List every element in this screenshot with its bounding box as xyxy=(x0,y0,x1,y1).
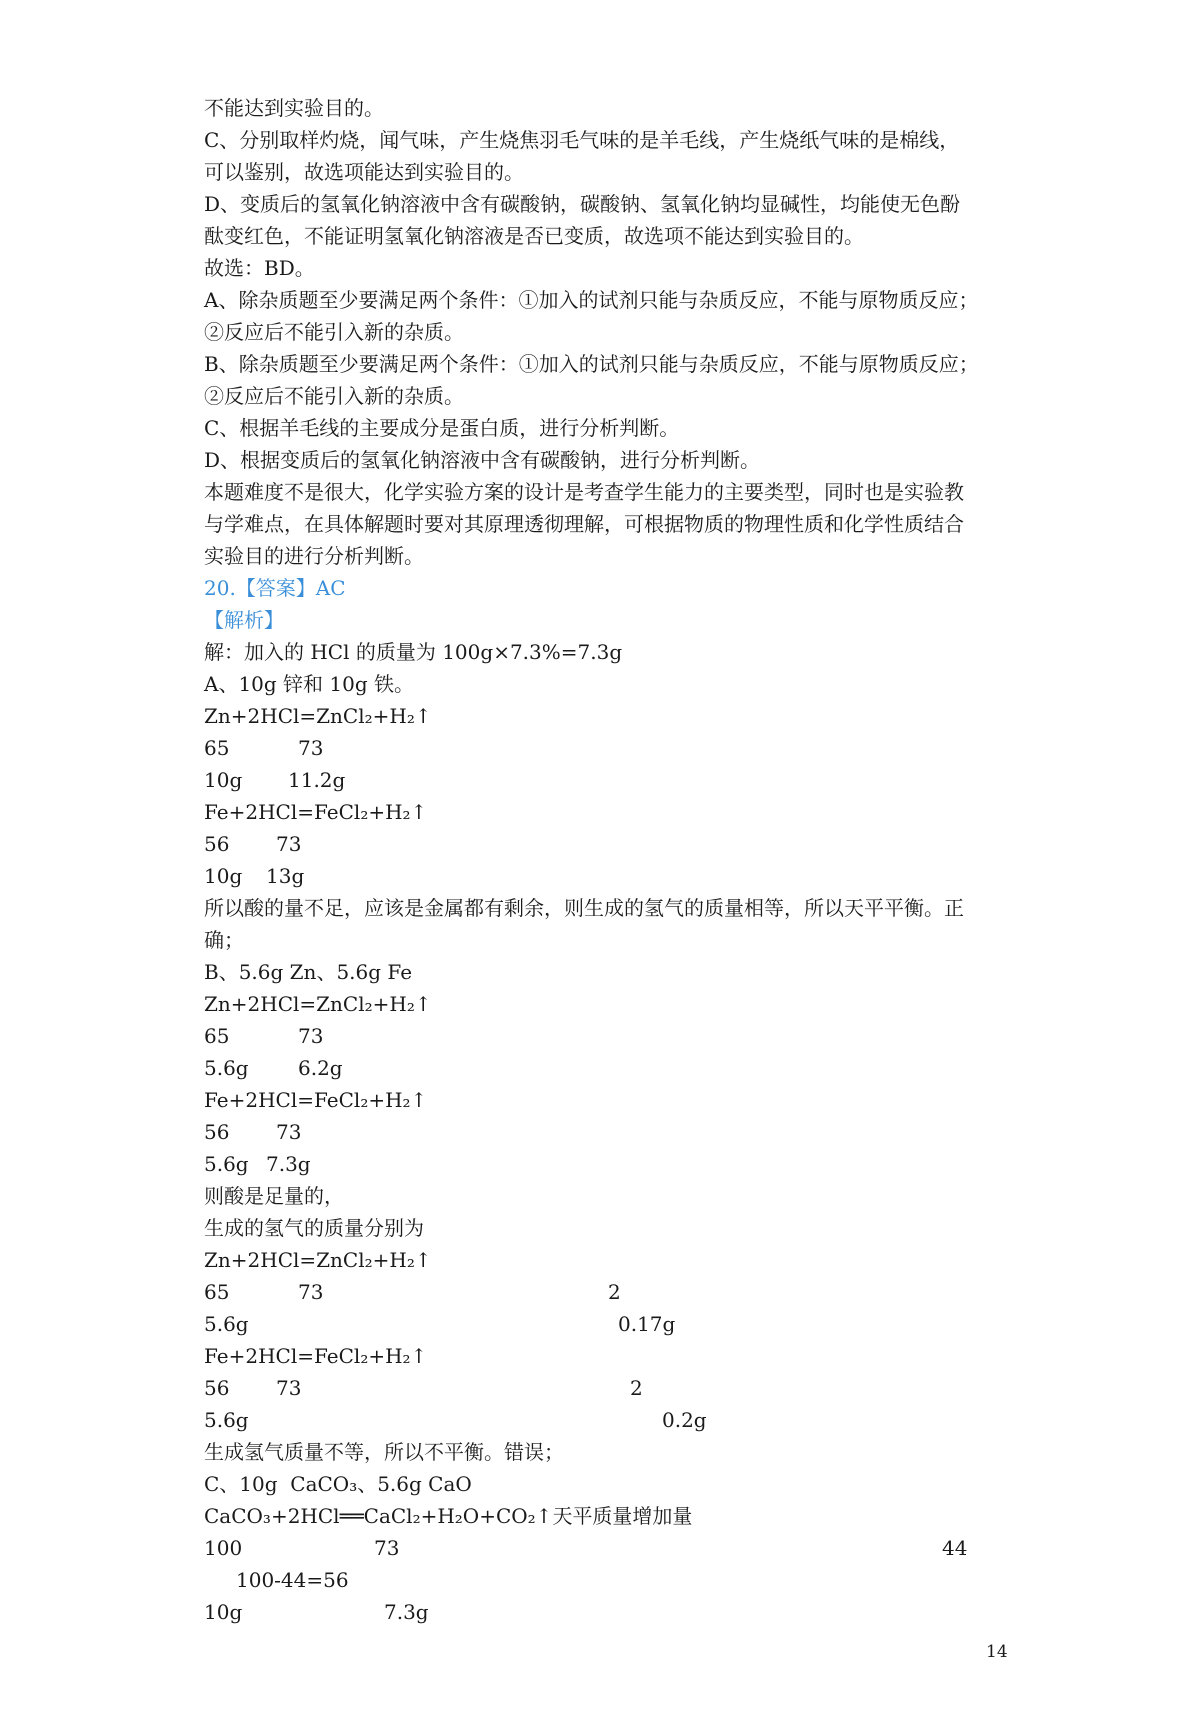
calc-value: 2 xyxy=(608,1280,621,1304)
calc-value: 5.6g xyxy=(204,1152,249,1176)
equation-line: CaCO₃+2HCl══CaCl₂+H₂O+CO₂↑天平质量增加量 xyxy=(204,1504,693,1528)
equation-line: Zn+2HCl=ZnCl₂+H₂↑ xyxy=(204,1248,432,1272)
text-line: A、除杂质题至少要满足两个条件：①加入的试剂只能与杂质反应，不能与原物质反应； xyxy=(204,288,979,312)
text-line: C、根据羊毛线的主要成分是蛋白质，进行分析判断。 xyxy=(204,416,680,440)
calc-value: 56 xyxy=(204,832,230,856)
calc-value: 5.6g xyxy=(204,1408,249,1432)
calc-value: 65 xyxy=(204,736,230,760)
text-line: 则酸是足量的， xyxy=(204,1184,344,1208)
calc-value: 11.2g xyxy=(288,768,346,792)
text-line: B、除杂质题至少要满足两个条件：①加入的试剂只能与杂质反应，不能与原物质反应； xyxy=(204,352,979,376)
calc-value: 0.2g xyxy=(662,1408,707,1432)
text-line: ②反应后不能引入新的杂质。 xyxy=(204,320,464,344)
calc-value: 5.6g xyxy=(204,1056,249,1080)
calc-value: 10g xyxy=(204,864,243,888)
text-line: 生成氢气质量不等，所以不平衡。错误； xyxy=(204,1440,564,1464)
calc-value: 73 xyxy=(276,1120,302,1144)
calc-value: 7.3g xyxy=(384,1600,429,1624)
calc-value: 73 xyxy=(298,1024,324,1048)
text-line: 可以鉴别，故选项能达到实验目的。 xyxy=(204,160,524,184)
equation-line: Fe+2HCl=FeCl₂+H₂↑ xyxy=(204,800,428,824)
text-line: D、根据变质后的氢氧化钠溶液中含有碳酸钠，进行分析判断。 xyxy=(204,448,761,472)
text-line: 解：加入的 HCl 的质量为 100g×7.3%=7.3g xyxy=(204,640,623,664)
equation-line: Zn+2HCl=ZnCl₂+H₂↑ xyxy=(204,992,432,1016)
answer-heading: 20.【答案】AC xyxy=(204,576,346,600)
analysis-heading: 【解析】 xyxy=(204,608,284,632)
calc-value: 65 xyxy=(204,1024,230,1048)
text-line: 不能达到实验目的。 xyxy=(204,96,384,120)
calc-value: 10g xyxy=(204,768,243,792)
calc-value: 10g xyxy=(204,1600,243,1624)
text-line: 酞变红色，不能证明氢氧化钠溶液是否已变质，故选项不能达到实验目的。 xyxy=(204,224,864,248)
calc-value: 56 xyxy=(204,1120,230,1144)
text-line: 本题难度不是很大，化学实验方案的设计是考查学生能力的主要类型，同时也是实验教 xyxy=(204,480,964,504)
text-line: 与学难点，在具体解题时要对其原理透彻理解，可根据物质的物理性质和化学性质结合 xyxy=(204,512,964,536)
calc-value: 0.17g xyxy=(618,1312,676,1336)
text-line: 实验目的进行分析判断。 xyxy=(204,544,424,568)
text-line: D、变质后的氢氧化钠溶液中含有碳酸钠，碳酸钠、氢氧化钠均显碱性，均能使无色酚 xyxy=(204,192,961,216)
text-line: C、10g CaCO₃、5.6g CaO xyxy=(204,1472,472,1496)
calc-value: 6.2g xyxy=(298,1056,343,1080)
calc-value: 73 xyxy=(276,1376,302,1400)
equation-line: Fe+2HCl=FeCl₂+H₂↑ xyxy=(204,1088,428,1112)
text-line: A、10g 锌和 10g 铁。 xyxy=(204,672,415,696)
equation-line: Zn+2HCl=ZnCl₂+H₂↑ xyxy=(204,704,432,728)
calc-value: 44 xyxy=(942,1536,968,1560)
calc-value: 56 xyxy=(204,1376,230,1400)
text-line: B、5.6g Zn、5.6g Fe xyxy=(204,960,413,984)
text-line: ②反应后不能引入新的杂质。 xyxy=(204,384,464,408)
page-number: 14 xyxy=(986,1642,1008,1662)
calc-row xyxy=(204,1596,904,1724)
text-line: 所以酸的量不足，应该是金属都有剩余，则生成的氢气的质量相等，所以天平平衡。正 xyxy=(204,896,964,920)
calc-value: 100 xyxy=(204,1536,243,1560)
calc-value: 2 xyxy=(630,1376,643,1400)
equation-line: Fe+2HCl=FeCl₂+H₂↑ xyxy=(204,1344,428,1368)
calc-value: 73 xyxy=(298,1280,324,1304)
calc-value: 7.3g xyxy=(266,1152,311,1176)
text-line: 确； xyxy=(204,928,244,952)
calc-value: 65 xyxy=(204,1280,230,1304)
text-line: C、分别取样灼烧，闻气味，产生烧焦羽毛气味的是羊毛线，产生烧纸气味的是棉线， xyxy=(204,128,960,152)
calc-value: 73 xyxy=(298,736,324,760)
calc-value: 73 xyxy=(276,832,302,856)
text-line: 故选：BD。 xyxy=(204,256,315,280)
calc-value: 5.6g xyxy=(204,1312,249,1336)
calc-value: 73 xyxy=(374,1536,400,1560)
calc-value: 13g xyxy=(266,864,305,888)
text-line: 生成的氢气的质量分别为 xyxy=(204,1216,424,1240)
text-line: 100-44=56 xyxy=(236,1568,349,1592)
